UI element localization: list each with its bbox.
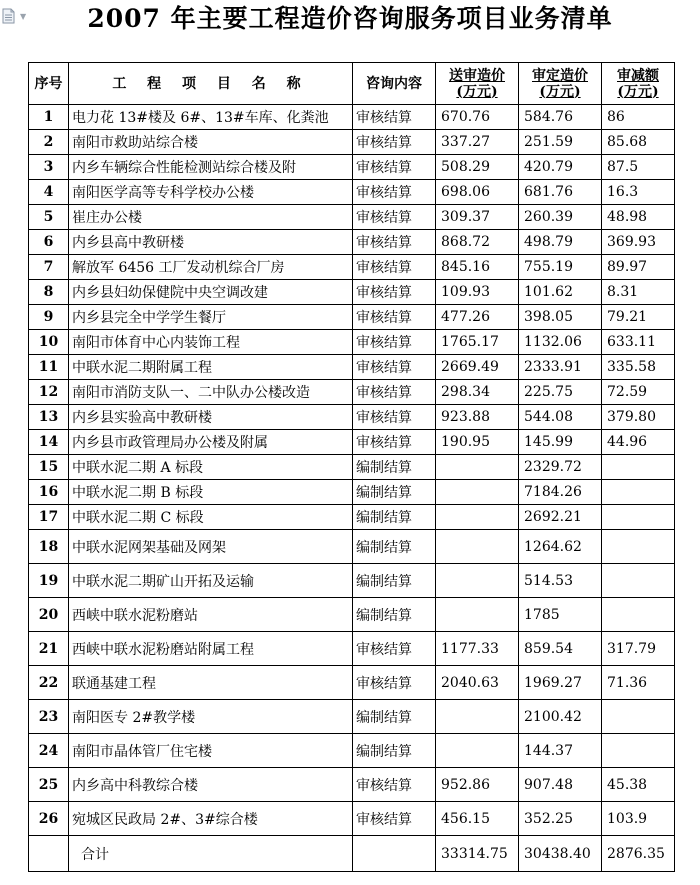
table-row — [29, 305, 675, 330]
header-submitted-unit: (万元) — [456, 83, 498, 100]
table-row — [29, 205, 675, 230]
row-name: 内乡高中科教综合楼 — [69, 768, 353, 802]
row-name: 宛城区民政局 2#、3#综合楼 — [69, 802, 353, 836]
row-approved: 2329.72 — [519, 455, 602, 480]
total-type-cell — [353, 836, 436, 872]
row-reduced: 45.38 — [602, 768, 675, 802]
total-row — [29, 836, 675, 872]
table-row — [29, 455, 675, 480]
table-row — [29, 130, 675, 155]
row-approved: 544.08 — [519, 405, 602, 430]
header-type: 咨询内容 — [353, 63, 436, 105]
row-no: 1 — [29, 105, 69, 130]
table-row — [29, 230, 675, 255]
row-approved: 144.37 — [519, 734, 602, 768]
row-type: 编制结算 — [353, 734, 436, 768]
row-submitted — [436, 564, 519, 598]
table-row — [29, 155, 675, 180]
row-approved: 101.62 — [519, 280, 602, 305]
row-approved: 2333.91 — [519, 355, 602, 380]
row-no: 12 — [29, 380, 69, 405]
row-name: 南阳市消防支队一、二中队办公楼改造 — [69, 380, 353, 405]
row-submitted: 698.06 — [436, 180, 519, 205]
row-submitted: 337.27 — [436, 130, 519, 155]
table-row — [29, 700, 675, 734]
header-no: 序号 — [29, 63, 69, 105]
row-submitted: 477.26 — [436, 305, 519, 330]
row-no: 14 — [29, 430, 69, 455]
row-name: 中联水泥二期 B 标段 — [69, 480, 353, 505]
table-row — [29, 768, 675, 802]
row-name: 西峡中联水泥粉磨站 — [69, 598, 353, 632]
row-name: 解放军 6456 工厂发动机综合厂房 — [69, 255, 353, 280]
row-submitted: 2040.63 — [436, 666, 519, 700]
row-reduced — [602, 700, 675, 734]
row-submitted: 845.16 — [436, 255, 519, 280]
table-row — [29, 802, 675, 836]
row-reduced: 103.9 — [602, 802, 675, 836]
row-submitted — [436, 700, 519, 734]
row-approved: 681.76 — [519, 180, 602, 205]
row-no: 18 — [29, 530, 69, 564]
table-row — [29, 180, 675, 205]
row-submitted — [436, 530, 519, 564]
table-row — [29, 734, 675, 768]
row-reduced: 8.31 — [602, 280, 675, 305]
row-approved: 260.39 — [519, 205, 602, 230]
row-approved: 1785 — [519, 598, 602, 632]
table-row — [29, 598, 675, 632]
row-approved: 145.99 — [519, 430, 602, 455]
row-no: 10 — [29, 330, 69, 355]
row-no: 9 — [29, 305, 69, 330]
row-no: 20 — [29, 598, 69, 632]
row-name: 南阳医专 2#教学楼 — [69, 700, 353, 734]
table-row — [29, 430, 675, 455]
row-reduced: 86 — [602, 105, 675, 130]
row-approved: 251.59 — [519, 130, 602, 155]
row-type: 编制结算 — [353, 530, 436, 564]
row-reduced: 16.3 — [602, 180, 675, 205]
header-submitted-label: 送审造价 — [449, 67, 505, 84]
row-submitted — [436, 455, 519, 480]
row-name: 南阳市体育中心内装饰工程 — [69, 330, 353, 355]
row-reduced: 71.36 — [602, 666, 675, 700]
row-approved: 2692.21 — [519, 505, 602, 530]
row-no: 17 — [29, 505, 69, 530]
row-approved: 498.79 — [519, 230, 602, 255]
table-header-row — [29, 63, 675, 105]
table-row — [29, 505, 675, 530]
row-reduced — [602, 480, 675, 505]
row-no: 15 — [29, 455, 69, 480]
row-type: 审核结算 — [353, 666, 436, 700]
table-row — [29, 105, 675, 130]
row-name: 内乡县实验高中教研楼 — [69, 405, 353, 430]
header-approved-unit: (万元) — [539, 83, 581, 100]
row-name: 电力花 13#楼及 6#、13#车库、化粪池 — [69, 105, 353, 130]
row-type: 审核结算 — [353, 230, 436, 255]
row-approved: 225.75 — [519, 380, 602, 405]
row-reduced — [602, 564, 675, 598]
row-no: 2 — [29, 130, 69, 155]
row-reduced: 85.68 — [602, 130, 675, 155]
row-submitted — [436, 480, 519, 505]
row-name: 南阳市晶体管厂住宅楼 — [69, 734, 353, 768]
row-type: 审核结算 — [353, 802, 436, 836]
total-label: 合计 — [69, 836, 353, 872]
header-name: 工 程 项 目 名 称 — [69, 63, 353, 105]
row-name: 中联水泥二期矿山开拓及运输 — [69, 564, 353, 598]
row-submitted: 298.34 — [436, 380, 519, 405]
row-name: 崔庄办公楼 — [69, 205, 353, 230]
total-approved: 30438.40 — [519, 836, 602, 872]
row-reduced: 633.11 — [602, 330, 675, 355]
header-reduced-unit: (万元) — [617, 83, 659, 100]
row-no: 19 — [29, 564, 69, 598]
row-type: 编制结算 — [353, 700, 436, 734]
table-row — [29, 330, 675, 355]
row-approved: 420.79 — [519, 155, 602, 180]
row-type: 审核结算 — [353, 330, 436, 355]
row-reduced: 48.98 — [602, 205, 675, 230]
row-type: 编制结算 — [353, 564, 436, 598]
header-submitted — [436, 63, 519, 105]
row-submitted: 670.76 — [436, 105, 519, 130]
row-reduced: 379.80 — [602, 405, 675, 430]
row-name: 中联水泥二期附属工程 — [69, 355, 353, 380]
row-submitted: 456.15 — [436, 802, 519, 836]
row-type: 审核结算 — [353, 355, 436, 380]
row-type: 审核结算 — [353, 155, 436, 180]
row-no: 11 — [29, 355, 69, 380]
row-no: 3 — [29, 155, 69, 180]
row-type: 审核结算 — [353, 430, 436, 455]
row-submitted: 2669.49 — [436, 355, 519, 380]
table-row — [29, 355, 675, 380]
row-type: 编制结算 — [353, 480, 436, 505]
row-no: 5 — [29, 205, 69, 230]
page-title: 2007 年主要工程造价咨询服务项目业务清单 — [87, 4, 613, 33]
row-submitted: 923.88 — [436, 405, 519, 430]
row-submitted — [436, 734, 519, 768]
row-approved: 1264.62 — [519, 530, 602, 564]
row-reduced — [602, 734, 675, 768]
row-no: 8 — [29, 280, 69, 305]
row-no: 26 — [29, 802, 69, 836]
row-submitted — [436, 505, 519, 530]
row-submitted: 1765.17 — [436, 330, 519, 355]
row-reduced: 44.96 — [602, 430, 675, 455]
header-reduced — [602, 63, 675, 105]
header-reduced-label: 审减额 — [617, 67, 659, 84]
row-name: 内乡车辆综合性能检测站综合楼及附 — [69, 155, 353, 180]
row-type: 审核结算 — [353, 205, 436, 230]
row-approved: 859.54 — [519, 632, 602, 666]
table-row — [29, 632, 675, 666]
row-reduced — [602, 505, 675, 530]
row-type: 审核结算 — [353, 405, 436, 430]
table-row — [29, 405, 675, 430]
table-row — [29, 564, 675, 598]
total-submitted: 33314.75 — [436, 836, 519, 872]
table-row — [29, 380, 675, 405]
row-approved: 584.76 — [519, 105, 602, 130]
row-no: 13 — [29, 405, 69, 430]
row-name: 内乡县完全中学学生餐厅 — [69, 305, 353, 330]
row-type: 审核结算 — [353, 768, 436, 802]
row-name: 南阳医学高等专科学校办公楼 — [69, 180, 353, 205]
project-table — [28, 62, 675, 872]
row-submitted — [436, 598, 519, 632]
row-reduced: 335.58 — [602, 355, 675, 380]
row-type: 审核结算 — [353, 632, 436, 666]
row-reduced: 87.5 — [602, 155, 675, 180]
row-approved: 514.53 — [519, 564, 602, 598]
row-approved: 352.25 — [519, 802, 602, 836]
row-no: 7 — [29, 255, 69, 280]
row-type: 审核结算 — [353, 180, 436, 205]
row-reduced — [602, 455, 675, 480]
table-row — [29, 666, 675, 700]
row-type: 审核结算 — [353, 105, 436, 130]
row-submitted: 508.29 — [436, 155, 519, 180]
row-no: 4 — [29, 180, 69, 205]
row-submitted: 109.93 — [436, 280, 519, 305]
row-reduced: 317.79 — [602, 632, 675, 666]
row-approved: 398.05 — [519, 305, 602, 330]
table-row — [29, 280, 675, 305]
row-no: 24 — [29, 734, 69, 768]
header-approved — [519, 63, 602, 105]
row-name: 西峡中联水泥粉磨站附属工程 — [69, 632, 353, 666]
row-approved: 755.19 — [519, 255, 602, 280]
row-approved: 1969.27 — [519, 666, 602, 700]
row-name: 中联水泥网架基础及网架 — [69, 530, 353, 564]
row-approved: 2100.42 — [519, 700, 602, 734]
table-row — [29, 255, 675, 280]
row-submitted: 190.95 — [436, 430, 519, 455]
row-name: 内乡县高中教研楼 — [69, 230, 353, 255]
row-reduced: 79.21 — [602, 305, 675, 330]
row-type: 审核结算 — [353, 380, 436, 405]
row-no: 25 — [29, 768, 69, 802]
row-name: 中联水泥二期 C 标段 — [69, 505, 353, 530]
row-reduced: 369.93 — [602, 230, 675, 255]
row-no: 21 — [29, 632, 69, 666]
row-name: 南阳市救助站综合楼 — [69, 130, 353, 155]
chevron-down-icon[interactable]: ▼ — [20, 12, 27, 21]
row-approved: 7184.26 — [519, 480, 602, 505]
row-type: 编制结算 — [353, 598, 436, 632]
row-name: 中联水泥二期 A 标段 — [69, 455, 353, 480]
row-type: 审核结算 — [353, 255, 436, 280]
row-type: 审核结算 — [353, 280, 436, 305]
row-reduced: 89.97 — [602, 255, 675, 280]
row-approved: 907.48 — [519, 768, 602, 802]
row-submitted: 868.72 — [436, 230, 519, 255]
row-no: 16 — [29, 480, 69, 505]
row-no: 6 — [29, 230, 69, 255]
row-no: 22 — [29, 666, 69, 700]
row-type: 编制结算 — [353, 455, 436, 480]
row-approved: 1132.06 — [519, 330, 602, 355]
row-type: 审核结算 — [353, 305, 436, 330]
row-name: 内乡县市政管理局办公楼及附属 — [69, 430, 353, 455]
row-reduced — [602, 598, 675, 632]
total-reduced: 2876.35 — [602, 836, 675, 872]
row-type: 编制结算 — [353, 505, 436, 530]
total-no-cell — [29, 836, 69, 872]
row-reduced: 72.59 — [602, 380, 675, 405]
row-submitted: 1177.33 — [436, 632, 519, 666]
row-submitted: 309.37 — [436, 205, 519, 230]
table-row — [29, 480, 675, 505]
header-approved-label: 审定造价 — [532, 67, 588, 84]
row-type: 审核结算 — [353, 130, 436, 155]
row-submitted: 952.86 — [436, 768, 519, 802]
row-name: 内乡县妇幼保健院中央空调改建 — [69, 280, 353, 305]
row-reduced — [602, 530, 675, 564]
row-name: 联通基建工程 — [69, 666, 353, 700]
row-no: 23 — [29, 700, 69, 734]
table-row — [29, 530, 675, 564]
